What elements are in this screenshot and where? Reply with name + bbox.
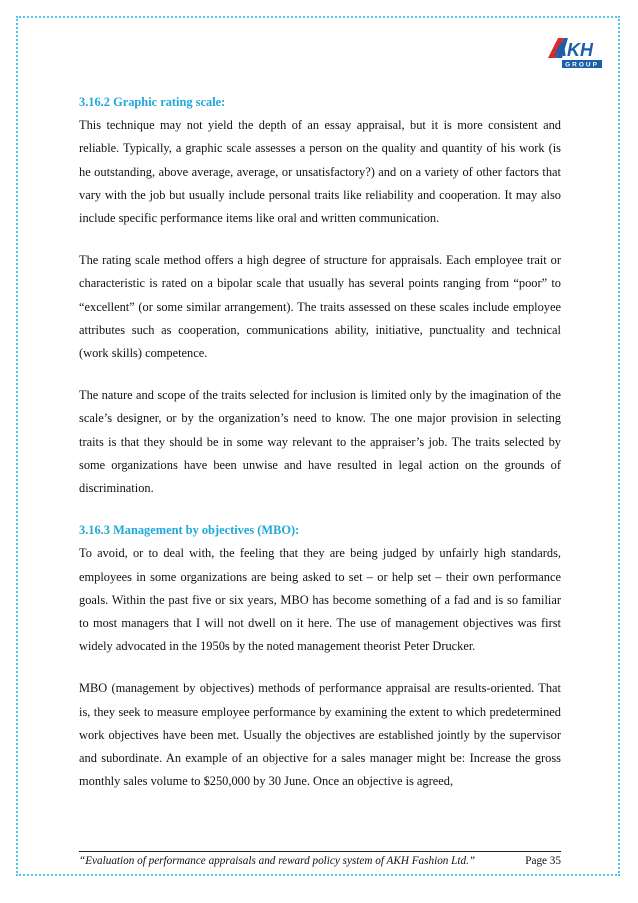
document-body	[79, 91, 561, 812]
paragraph: To avoid, or to deal with, the feeling that they are being judged by unfairly high standards, employees in some organizations are being asked to set – or help set – their own performance goals. Within the past five or six years, MBO has become something of a fad and is so familiar to most managers that I will not dwell on it here. The use of management objectives was first widely advocated in the 1950s by the noted management theorist Peter Drucker.	[79, 546, 561, 654]
section-heading-mbo: 3.16.3 Management by objectives (MBO):	[79, 523, 300, 538]
footer-title: “Evaluation of performance appraisals and reward policy system of AKH Fashion Ltd.”	[79, 855, 476, 867]
footer-divider	[79, 851, 561, 852]
page-footer	[79, 855, 561, 867]
paragraph: This technique may not yield the depth of an essay appraisal, but it is more consistent and reliable. Typically, a graphic scale assesses a person on the quality and quantity of his work (is he outstanding, above average, average, or unsatisfactory?) and on a variety of other factors that vary with the job but usually include personal traits like reliability and cooperation. It may also include specific performance items like oral and written communication.	[79, 118, 561, 226]
logo-subtext: GROUP	[565, 61, 599, 69]
section-heading-graphic-rating-scale: 3.16.2 Graphic rating scale:	[79, 95, 226, 109]
page-number: Page 35	[525, 855, 561, 867]
paragraph: The nature and scope of the traits selected for inclusion is limited only by the imagination of the scale’s designer, or by the organization’s need to know. The one major provision in selecting traits is that they should be in some way relevant to the appraiser’s job. The traits selected by some organizations have been unwise and have resulted in legal action on the grounds of discrimination.	[79, 388, 561, 496]
paragraph: MBO (management by objectives) methods of performance appraisal are results-oriented. That is, they seek to measure employee performance by examining the extent to which predetermined work objectives have been met. Usually the objectives are established jointly by the supervisor and subordinate. An example of an objective for a sales manager might be: Increase the gross monthly sales volume to $250,000 by 30 June. Once an objective is agreed,	[79, 681, 561, 789]
paragraph: The rating scale method offers a high degree of structure for appraisals. Each employee trait or characteristic is rated on a bipolar scale that usually has several points ranging from “poor” to “excellent” (or some similar arrangement). The traits assessed on these scales include employee attributes such as cooperation, communications ability, initiative, punctuality and technical (work skills) competence.	[79, 253, 561, 361]
logo-text: AKH	[554, 40, 593, 60]
akh-group-logo	[542, 36, 604, 70]
